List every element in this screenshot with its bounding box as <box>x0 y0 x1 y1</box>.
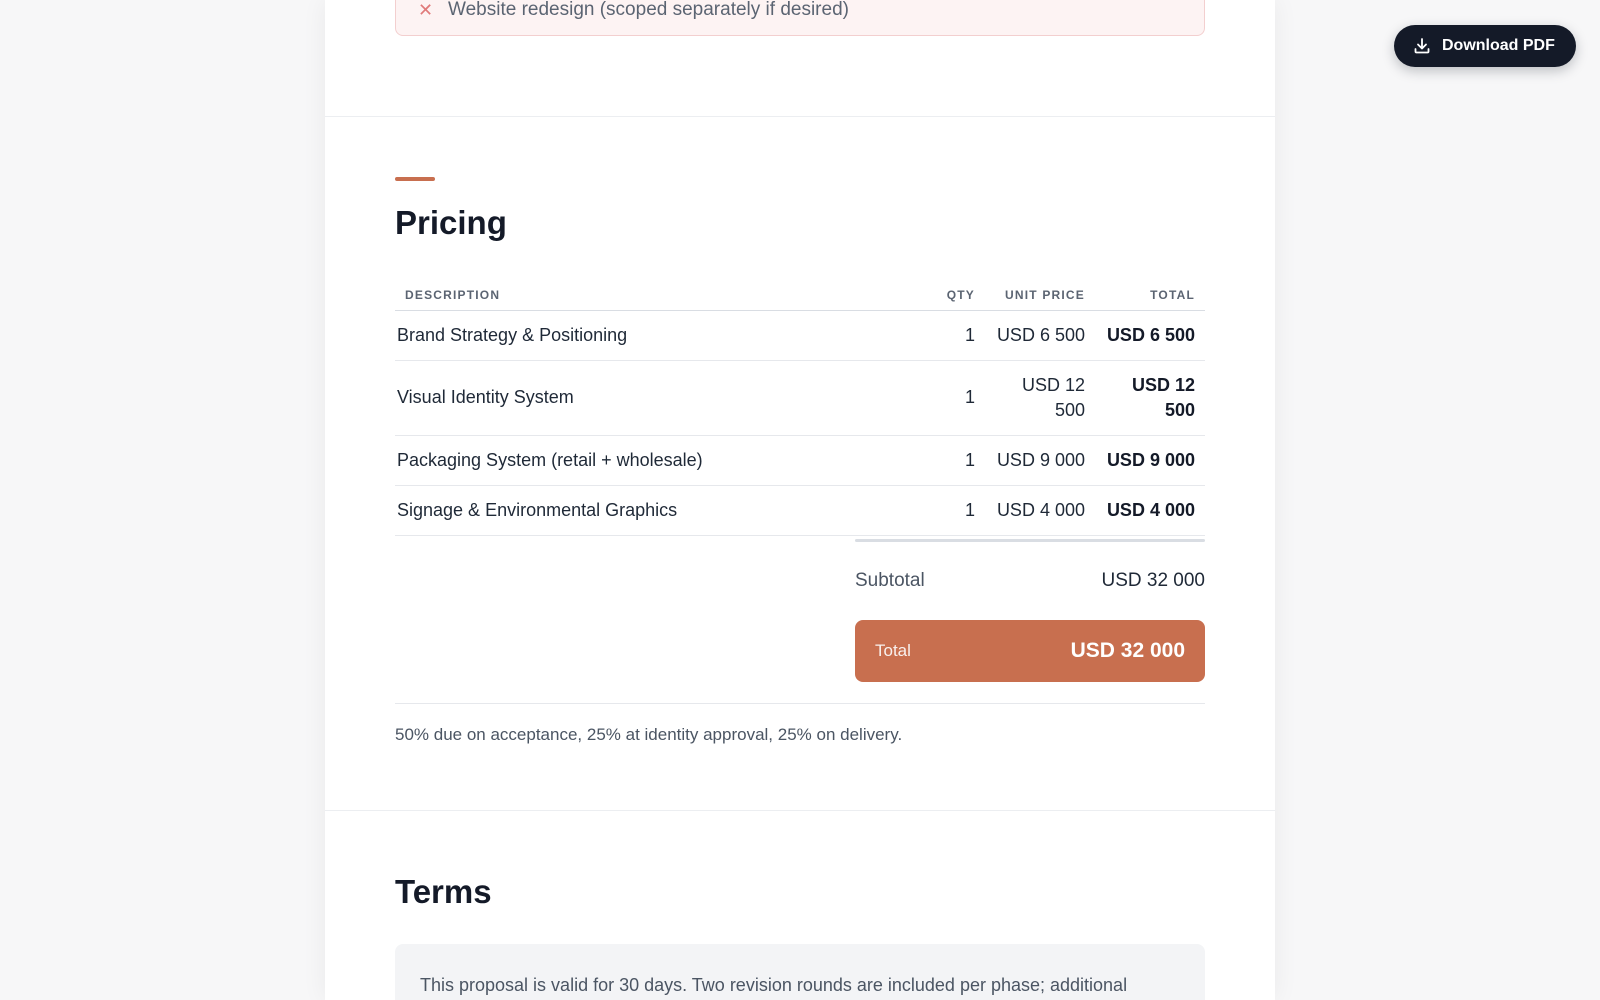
table-row <box>395 485 1205 535</box>
x-icon: ✕ <box>418 0 434 20</box>
column-header-unit-price: UNIT PRICE <box>985 280 1095 310</box>
total-value: USD 32 000 <box>1070 639 1185 662</box>
proposal-document <box>325 0 1275 1000</box>
section-divider <box>325 116 1275 117</box>
row-unit-price: USD 6 500 <box>985 310 1095 360</box>
table-row <box>395 360 1205 435</box>
row-qty: 1 <box>915 310 985 360</box>
row-qty: 1 <box>915 360 985 435</box>
terms-text: This proposal is valid for 30 days. Two revision rounds are included per phase; additional <box>420 975 1128 995</box>
row-description: Visual Identity System <box>395 360 915 435</box>
download-pdf-button[interactable] <box>1394 25 1576 67</box>
subtotal-value: USD 32 000 <box>1101 570 1205 591</box>
download-pdf-label: Download PDF <box>1442 37 1555 54</box>
pricing-title: Pricing <box>395 204 507 241</box>
payment-terms-note: 50% due on acceptance, 25% at identity approval, 25% on delivery. <box>395 725 903 744</box>
row-description: Signage & Environmental Graphics <box>395 485 915 535</box>
payment-divider <box>395 703 1205 704</box>
totals-summary <box>855 539 1205 682</box>
column-header-description: DESCRIPTION <box>395 280 915 310</box>
row-total: USD 6 500 <box>1095 310 1205 360</box>
row-unit-price: USD 12 500 <box>985 360 1095 435</box>
row-unit-price: USD 4 000 <box>985 485 1095 535</box>
terms-box <box>395 944 1205 1000</box>
table-row <box>395 310 1205 360</box>
download-icon <box>1412 36 1432 56</box>
column-header-total: TOTAL <box>1095 280 1205 310</box>
row-qty: 1 <box>915 435 985 485</box>
total-label: Total <box>875 641 911 660</box>
subtotal-label: Subtotal <box>855 570 925 591</box>
row-total: USD 4 000 <box>1095 485 1205 535</box>
row-qty: 1 <box>915 485 985 535</box>
subtotal-row <box>855 542 1205 620</box>
row-total: USD 9 000 <box>1095 435 1205 485</box>
row-description: Brand Strategy & Positioning <box>395 310 915 360</box>
column-header-qty: QTY <box>915 280 985 310</box>
grand-total-box <box>855 620 1205 682</box>
exclusion-text: Website redesign (scoped separately if desired) <box>448 0 849 20</box>
pricing-table <box>395 280 1205 536</box>
row-total: USD 12 500 <box>1095 360 1205 435</box>
section-divider <box>325 810 1275 811</box>
row-description: Packaging System (retail + wholesale) <box>395 435 915 485</box>
table-row <box>395 435 1205 485</box>
row-unit-price: USD 9 000 <box>985 435 1095 485</box>
table-header-row <box>395 280 1205 310</box>
terms-title: Terms <box>395 873 492 910</box>
exclusion-item <box>395 0 1205 36</box>
section-accent-bar <box>395 177 435 181</box>
